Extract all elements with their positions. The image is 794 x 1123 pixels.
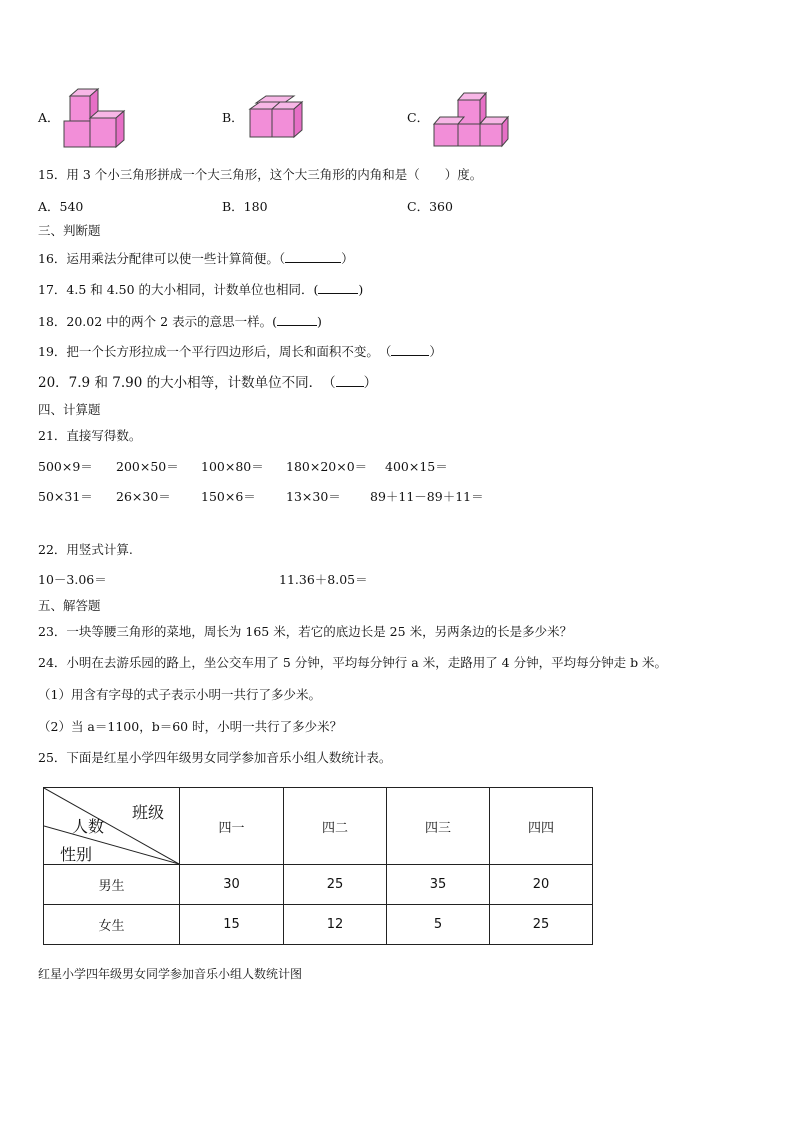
cube-figure-a — [60, 86, 130, 150]
option-c-label: C． — [407, 110, 430, 125]
calc-item: 26×30＝ — [116, 489, 171, 504]
question-22: 22．用竖式计算. — [38, 542, 133, 557]
table-cell: 25 — [284, 865, 387, 905]
question-21: 21．直接写得数。 — [38, 428, 142, 443]
q20-text: 20．7.9 和 7.90 的大小相等，计数单位不同． （ — [38, 375, 336, 391]
section-3-title: 三、判断题 — [38, 223, 101, 238]
q19-text: 19．把一个长方形拉成一个平行四边形后，周长和面积不变。 （ — [38, 344, 392, 359]
row-label: 女生 — [44, 905, 180, 945]
table-row — [44, 865, 593, 905]
question-24: 24．小明在去游乐园的路上，坐公交车用了 5 分钟，平均每分钟行 a 米，走路用了 4 分钟，平均每分钟走 b 米。 — [38, 655, 668, 670]
answer-blank[interactable] — [391, 343, 429, 356]
table-cell: 35 — [387, 865, 490, 905]
option-a-label: A． — [38, 110, 60, 125]
option-b-label: B． — [222, 110, 244, 125]
q18-text: 18．20.02 中的两个 2 表示的意思一样。( — [38, 314, 277, 329]
calc-item: 100×80＝ — [201, 459, 264, 474]
table-cell: 15 — [180, 905, 284, 945]
column-header: 四四 — [490, 788, 593, 865]
table-cell: 20 — [490, 865, 593, 905]
question-24-part-1: （1）用含有字母的式子表示小明一共行了多少米。 — [38, 687, 321, 702]
question-17 — [38, 281, 363, 298]
diagonal-header-cell — [44, 788, 180, 865]
header-gender-label: 性别 — [60, 845, 93, 864]
q16-text: 16．运用乘法分配律可以使一些计算简便。（ — [38, 251, 286, 266]
answer-blank[interactable] — [336, 374, 364, 387]
q17-close: ) — [358, 282, 364, 297]
question-25: 25．下面是红星小学四年级男女同学参加音乐小组人数统计表。 — [38, 750, 392, 765]
vertical-calc-1: 10－3.06＝ — [38, 572, 107, 587]
cube-figure-b — [244, 93, 308, 143]
column-header: 四一 — [180, 788, 284, 865]
question-16 — [38, 250, 354, 267]
row-label: 男生 — [44, 865, 180, 905]
q15-option-b: B．180 — [222, 199, 268, 214]
column-header: 四二 — [284, 788, 387, 865]
calc-item: 89＋11－89＋11＝ — [370, 489, 484, 504]
question-15: 15．用 3 个小三角形拼成一个大三角形，这个大三角形的内角和是（ ）度。 — [38, 167, 483, 182]
header-count-label: 人数 — [72, 817, 105, 836]
cube-figure-c — [430, 90, 512, 148]
music-group-stat-table — [43, 787, 593, 945]
calc-item: 180×20×0＝ — [286, 459, 368, 474]
question-19 — [38, 343, 442, 360]
table-cell: 30 — [180, 865, 284, 905]
chart-caption: 红星小学四年级男女同学参加音乐小组人数统计图 — [38, 967, 303, 981]
calc-item: 150×6＝ — [201, 489, 256, 504]
answer-blank[interactable] — [285, 250, 341, 263]
q19-close: ） — [429, 344, 442, 359]
calc-item: 13×30＝ — [286, 489, 341, 504]
calc-item: 500×9＝ — [38, 459, 93, 474]
table-cell: 12 — [284, 905, 387, 945]
table-cell: 5 — [387, 905, 490, 945]
calc-item: 400×15＝ — [385, 459, 448, 474]
answer-blank[interactable] — [277, 313, 317, 326]
question-18 — [38, 313, 322, 330]
column-header: 四三 — [387, 788, 490, 865]
calc-item: 50×31＝ — [38, 489, 93, 504]
question-24-part-2: （2）当 a＝1100，b＝60 时，小明一共行了多少米？ — [38, 719, 343, 734]
table-row — [44, 905, 593, 945]
q16-close: ） — [341, 251, 354, 266]
table-header-row — [44, 788, 593, 865]
table-cell: 25 — [490, 905, 593, 945]
section-4-title: 四、计算题 — [38, 402, 101, 417]
section-5-title: 五、解答题 — [38, 598, 101, 613]
q18-close: ) — [316, 314, 322, 329]
answer-blank[interactable] — [318, 281, 358, 294]
calc-item: 200×50＝ — [116, 459, 179, 474]
question-23: 23．一块等腰三角形的菜地，周长为 165 米，若它的底边长是 25 米，另两条边的长是多少米？ — [38, 624, 573, 639]
header-class-label: 班级 — [132, 803, 165, 822]
q20-close: ） — [363, 375, 378, 391]
q15-option-a: A．540 — [38, 199, 84, 214]
question-20 — [38, 374, 377, 391]
q17-text: 17．4.5 和 4.50 的大小相同，计数单位也相同．( — [38, 282, 319, 297]
q15-option-c: C．360 — [407, 199, 453, 214]
vertical-calc-2: 11.36＋8.05＝ — [279, 572, 368, 587]
